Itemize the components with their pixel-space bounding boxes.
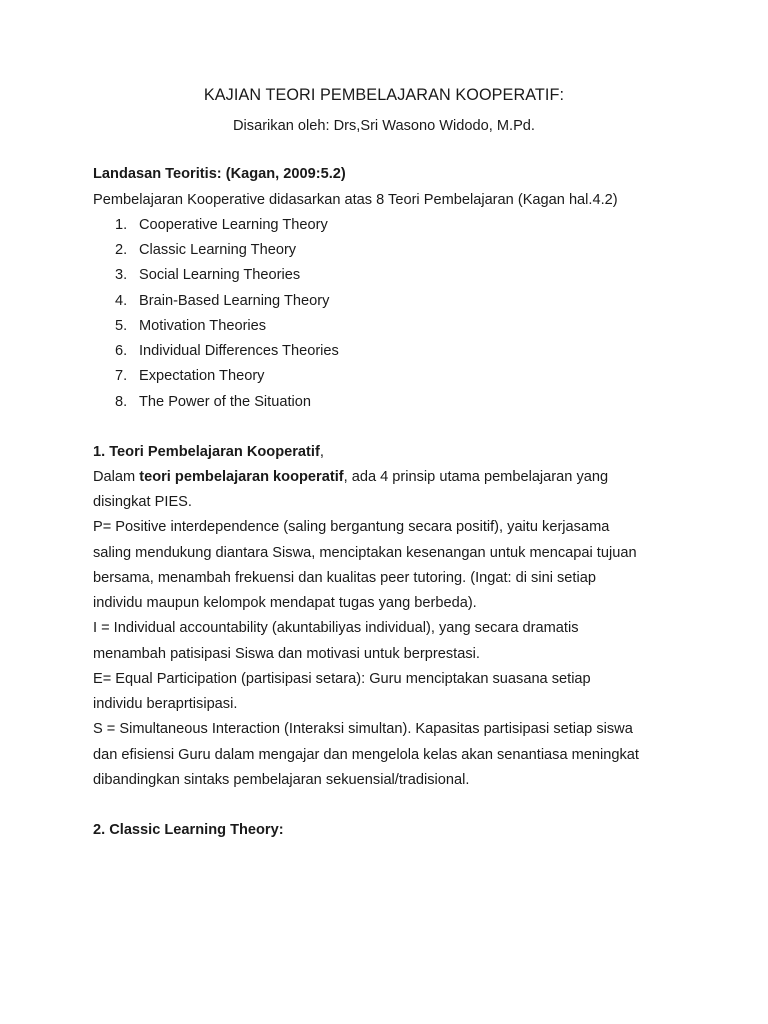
list-number: 3.	[115, 267, 128, 283]
section1-line1-post: , ada 4 prinsip utama pembelajaran yang	[343, 469, 609, 485]
section1-line: saling mendukung diantara Siswa, menciptakan kesenangan untuk mencapai tujuan	[93, 545, 637, 561]
section1-line: I = Individual accountability (akuntabiliyas individual), yang secara dramatis	[93, 620, 579, 636]
list-item	[115, 242, 296, 258]
list-number: 1.	[115, 217, 128, 233]
section1-heading	[93, 444, 324, 460]
section1-line	[93, 469, 608, 485]
section1-line1-pre: Dalam	[93, 469, 140, 485]
section1-line1-bold: teori pembelajaran kooperatif	[139, 469, 344, 485]
section1-line: disingkat PIES.	[93, 494, 192, 510]
list-text: Classic Learning Theory	[139, 242, 297, 258]
section1-line: dibandingkan sintaks pembelajaran sekuensial/tradisional.	[93, 772, 470, 788]
list-item	[115, 267, 300, 283]
document-title: KAJIAN TEORI PEMBELAJARAN KOOPERATIF:	[203, 86, 565, 104]
section1-line: individu maupun kelompok mendapat tugas yang berbeda).	[93, 595, 477, 611]
list-text: Individual Differences Theories	[139, 343, 339, 359]
list-number: 4.	[115, 293, 128, 309]
list-text: Expectation Theory	[139, 368, 265, 384]
list-number: 5.	[115, 318, 128, 334]
list-item	[115, 368, 264, 384]
list-text: Social Learning Theories	[139, 267, 301, 283]
landasan-heading: Landasan Teoritis: (Kagan, 2009:5.2)	[93, 166, 346, 182]
section2-heading: 2. Classic Learning Theory:	[93, 822, 284, 838]
list-number: 6.	[115, 343, 128, 359]
section1-line: individu beraprtisipasi.	[93, 696, 238, 712]
list-text: Cooperative Learning Theory	[139, 217, 328, 233]
section1-line: dan efisiensi Guru dalam mengajar dan mengelola kelas akan senantiasa meningkat	[93, 747, 639, 763]
list-item	[115, 343, 339, 359]
section1-line: S = Simultaneous Interaction (Interaksi simultan). Kapasitas partisipasi setiap siswa	[93, 721, 633, 737]
section1-heading-bold: 1. Teori Pembelajaran Kooperatif	[93, 444, 320, 460]
list-number: 8.	[115, 394, 128, 410]
section1-line: menambah patisipasi Siswa dan motivasi untuk berprestasi.	[93, 646, 480, 662]
list-item	[115, 293, 329, 309]
section1-line: P= Positive interdependence (saling bergantung secara positif), yaitu kerjasama	[93, 519, 610, 535]
list-item	[115, 394, 311, 410]
landasan-intro: Pembelajaran Kooperative didasarkan atas 8 Teori Pembelajaran (Kagan hal.4.2)	[93, 192, 618, 208]
section1-heading-tail: ,	[319, 444, 324, 460]
list-text: Brain-Based Learning Theory	[139, 293, 330, 309]
section1-line: E= Equal Participation (partisipasi setara): Guru menciptakan suasana setiap	[93, 671, 591, 687]
list-item	[115, 217, 328, 233]
list-text: The Power of the Situation	[139, 394, 311, 410]
section1-line: bersama, menambah frekuensi dan kualitas peer tutoring. (Ingat: di sini setiap	[93, 570, 596, 586]
list-text: Motivation Theories	[139, 318, 267, 334]
list-number: 7.	[115, 368, 128, 384]
list-number: 2.	[115, 242, 128, 258]
list-item	[115, 318, 266, 334]
document-subtitle: Disarikan oleh: Drs,Sri Wasono Widodo, M.Pd.	[233, 118, 535, 134]
